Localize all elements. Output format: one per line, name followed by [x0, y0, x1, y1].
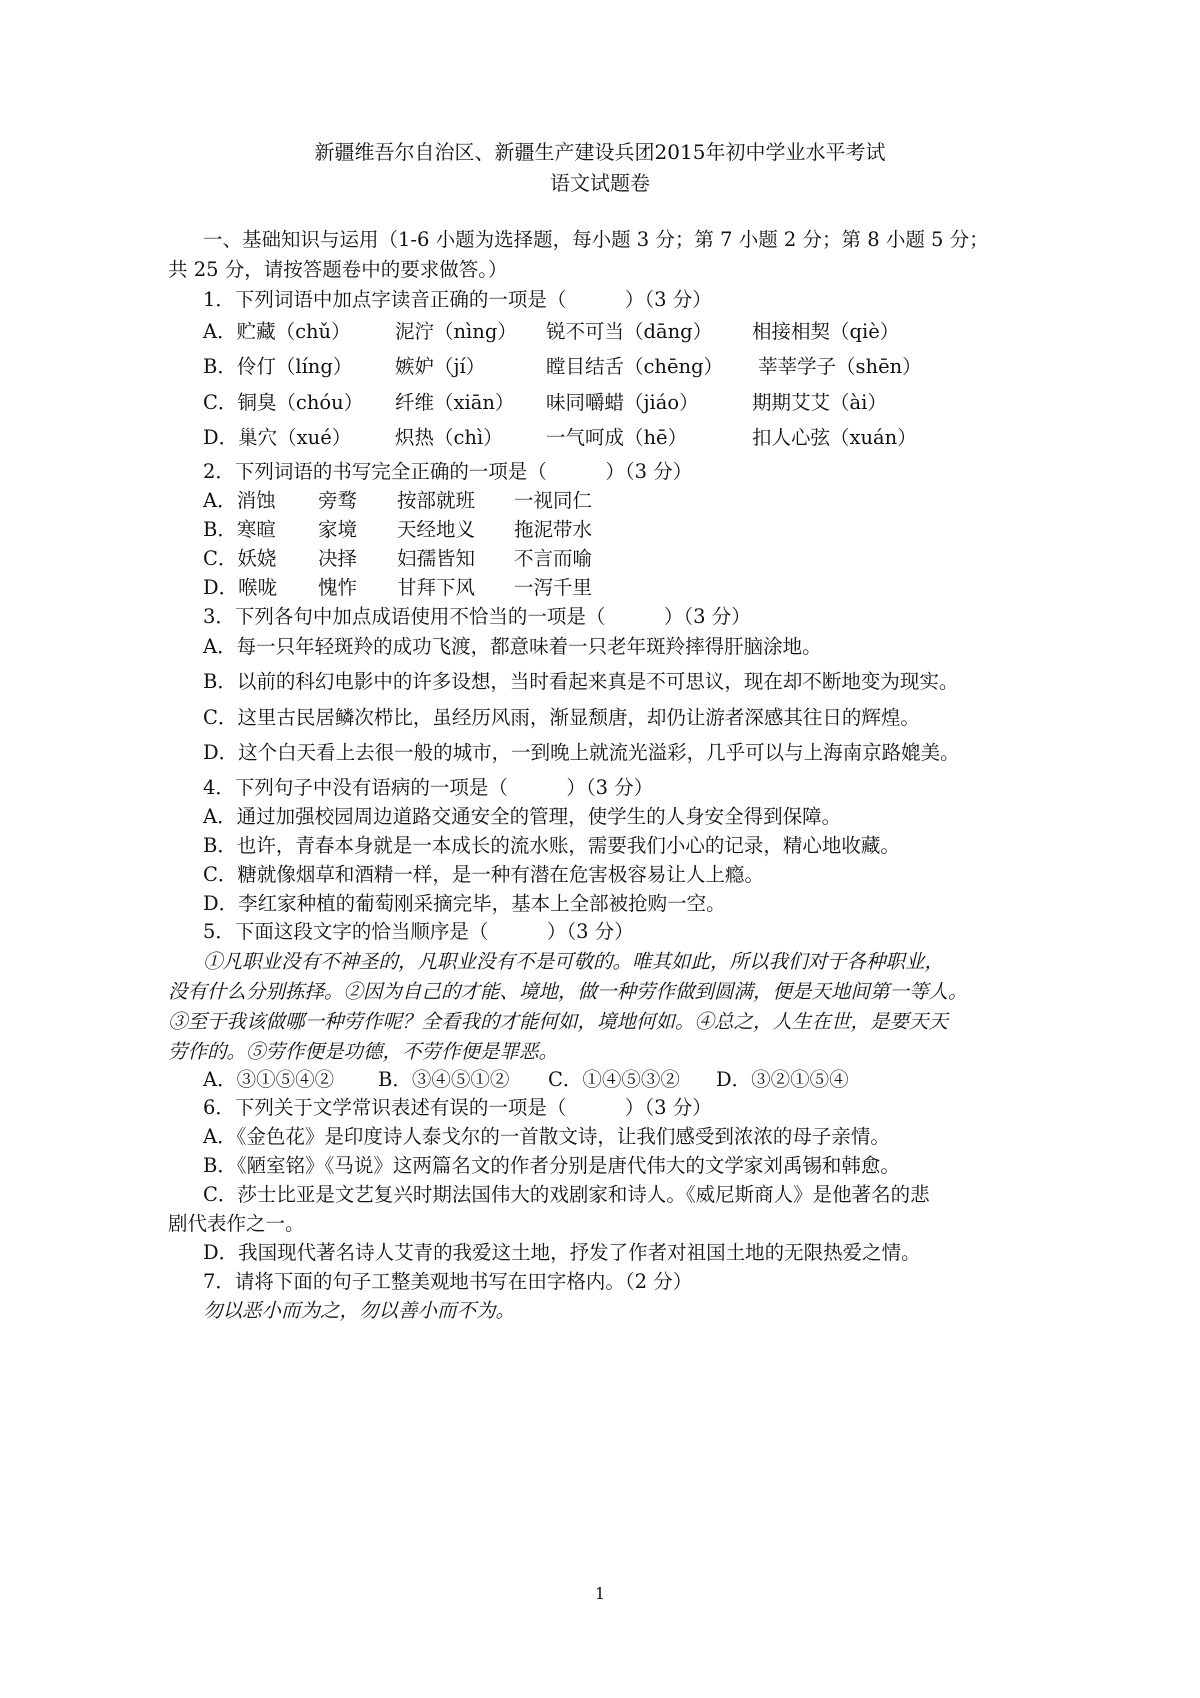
q5-choice-a: A．③①⑤④②: [203, 1068, 335, 1091]
q5-passage-line4: 劳作的。⑤劳作便是功德，不劳作便是罪恶。: [168, 1040, 559, 1063]
page-number: 1: [594, 1584, 606, 1603]
section-intro-line1: 一、基础知识与运用（1-6 小题为选择题，每小题 3 分；第 7 小题 2 分；第 8 小题 5 分；: [203, 228, 989, 251]
q1-d-4: 扣人心弦（xuán）: [752, 426, 917, 449]
q1-c-3: 味同嚼蜡（jiáo）: [546, 391, 699, 414]
q3-stem: 3．下列各句中加点成语使用不恰当的一项是（ ）（3 分）: [203, 605, 751, 628]
q1-d-3: 一气呵成（hē）: [546, 426, 688, 449]
section-intro-line2: 共 25 分，请按答题卷中的要求做答。）: [168, 258, 508, 281]
q5-choice-d: D．③②①⑤④: [716, 1068, 849, 1091]
q1-d-1: D．巢穴（xué）: [203, 426, 352, 449]
q2-c-1: C．妖娆: [203, 547, 277, 570]
q4-option-c: C．糖就像烟草和酒精一样，是一种有潜在危害极容易让人上瘾。: [203, 863, 764, 886]
q3-option-a: A．每一只年轻斑羚的成功飞渡，都意味着一只老年斑羚摔得肝脑涂地。: [203, 635, 822, 658]
q2-b-2: 家境: [318, 518, 358, 541]
q2-b-4: 拖泥带水: [514, 518, 593, 541]
q2-d-2: 愧怍: [318, 576, 358, 599]
q4-option-a: A．通过加强校园周边道路交通安全的管理，使学生的人身安全得到保障。: [203, 805, 842, 828]
q1-b-2: 嫉妒（jí）: [395, 355, 486, 378]
q1-a-1: A．贮藏（chǔ）: [203, 320, 351, 343]
q2-a-4: 一视同仁: [514, 489, 593, 512]
q2-c-3: 妇孺皆知: [397, 547, 476, 570]
q3-option-c: C．这里古民居鳞次栉比，虽经历风雨，渐显颓唐，却仍让游者深感其往日的辉煌。: [203, 706, 920, 729]
q5-choice-c: C．①④⑤③②: [548, 1068, 680, 1091]
q2-b-1: B．寒暄: [203, 518, 276, 541]
q2-d-4: 一泻千里: [514, 576, 593, 599]
q7-sentence: 勿以恶小而为之，勿以善小而不为。: [203, 1299, 516, 1322]
q6-option-d: D．我国现代著名诗人艾青的我爱这土地，抒发了作者对祖国土地的无限热爱之情。: [203, 1241, 921, 1264]
q6-option-a: A．《金色花》是印度诗人泰戈尔的一首散文诗，让我们感受到浓浓的母子亲情。: [203, 1125, 890, 1148]
q1-c-1: C．铜臭（chóu）: [203, 391, 364, 414]
q1-a-4: 相接相契（qiè）: [752, 320, 900, 343]
q5-passage-line3: ③至于我该做哪一种劳作呢？全看我的才能何如，境地何如。④总之，人生在世，是要天天: [168, 1010, 949, 1033]
q1-b-1: B．伶仃（líng）: [203, 355, 353, 378]
exam-subtitle: 语文试题卷: [550, 171, 650, 195]
q2-b-3: 天经地义: [397, 518, 476, 541]
q6-stem: 6．下列关于文学常识表述有误的一项是（ ）（3 分）: [203, 1096, 712, 1119]
q1-c-2: 纤维（xiān）: [395, 391, 515, 414]
q2-d-1: D．喉咙: [203, 576, 278, 599]
q1-a-3: 锐不可当（dāng）: [546, 320, 713, 343]
q3-option-d: D．这个白天看上去很一般的城市，一到晚上就流光溢彩，几乎可以与上海南京路媲美。: [203, 741, 960, 764]
q2-d-3: 甘拜下风: [397, 576, 476, 599]
q5-passage-line2: 没有什么分别拣择。②因为自己的才能、境地，做一种劳作做到圆满，便是天地间第一等人。: [168, 980, 968, 1003]
q4-stem: 4．下列句子中没有语病的一项是（ ）（3 分）: [203, 776, 654, 799]
q2-c-2: 决择: [318, 547, 358, 570]
q1-stem: 1．下列词语中加点字读音正确的一项是（ ）（3 分）: [203, 288, 712, 311]
q6-option-c-cont: 剧代表作之一。: [168, 1212, 305, 1235]
q6-option-c: C．莎士比亚是文艺复兴时期法国伟大的戏剧家和诗人。《威尼斯商人》是他著名的悲: [203, 1183, 930, 1206]
q6-option-b: B．《陋室铭》《马说》这两篇名文的作者分别是唐代伟大的文学家刘禹锡和韩愈。: [203, 1154, 900, 1177]
q3-option-b: B．以前的科幻电影中的许多设想，当时看起来真是不可思议，现在却不断地变为现实。: [203, 670, 959, 693]
q2-a-3: 按部就班: [397, 489, 476, 512]
q1-b-3: 瞠目结舌（chēng）: [546, 355, 724, 378]
exam-title: 新疆维吾尔自治区、新疆生产建设兵团2015年初中学业水平考试: [314, 140, 886, 164]
q2-a-1: A．消蚀: [203, 489, 276, 512]
q1-c-4: 期期艾艾（ài）: [752, 391, 887, 414]
q1-d-2: 炽热（chì）: [395, 426, 503, 449]
q5-passage-line1: ①凡职业没有不神圣的，凡职业没有不是可敬的。唯其如此，所以我们对于各种职业，: [203, 950, 945, 973]
q4-option-d: D．李红家种植的葡萄刚采摘完毕，基本上全部被抢购一空。: [203, 892, 726, 915]
q1-b-4: 莘莘学子（shēn）: [758, 355, 922, 378]
q2-c-4: 不言而喻: [514, 547, 593, 570]
q4-option-b: B．也许，青春本身就是一本成长的流水账，需要我们小心的记录，精心地收藏。: [203, 834, 900, 857]
q5-stem: 5．下面这段文字的恰当顺序是（ ）（3 分）: [203, 920, 634, 943]
q2-stem: 2．下列词语的书写完全正确的一项是（ ）（3 分）: [203, 460, 693, 483]
q2-a-2: 旁骛: [318, 489, 358, 512]
q1-a-2: 泥泞（nìng）: [395, 320, 517, 343]
q7-stem: 7．请将下面的句子工整美观地书写在田字格内。（2 分）: [203, 1270, 693, 1293]
q5-choice-b: B．③④⑤①②: [378, 1068, 510, 1091]
